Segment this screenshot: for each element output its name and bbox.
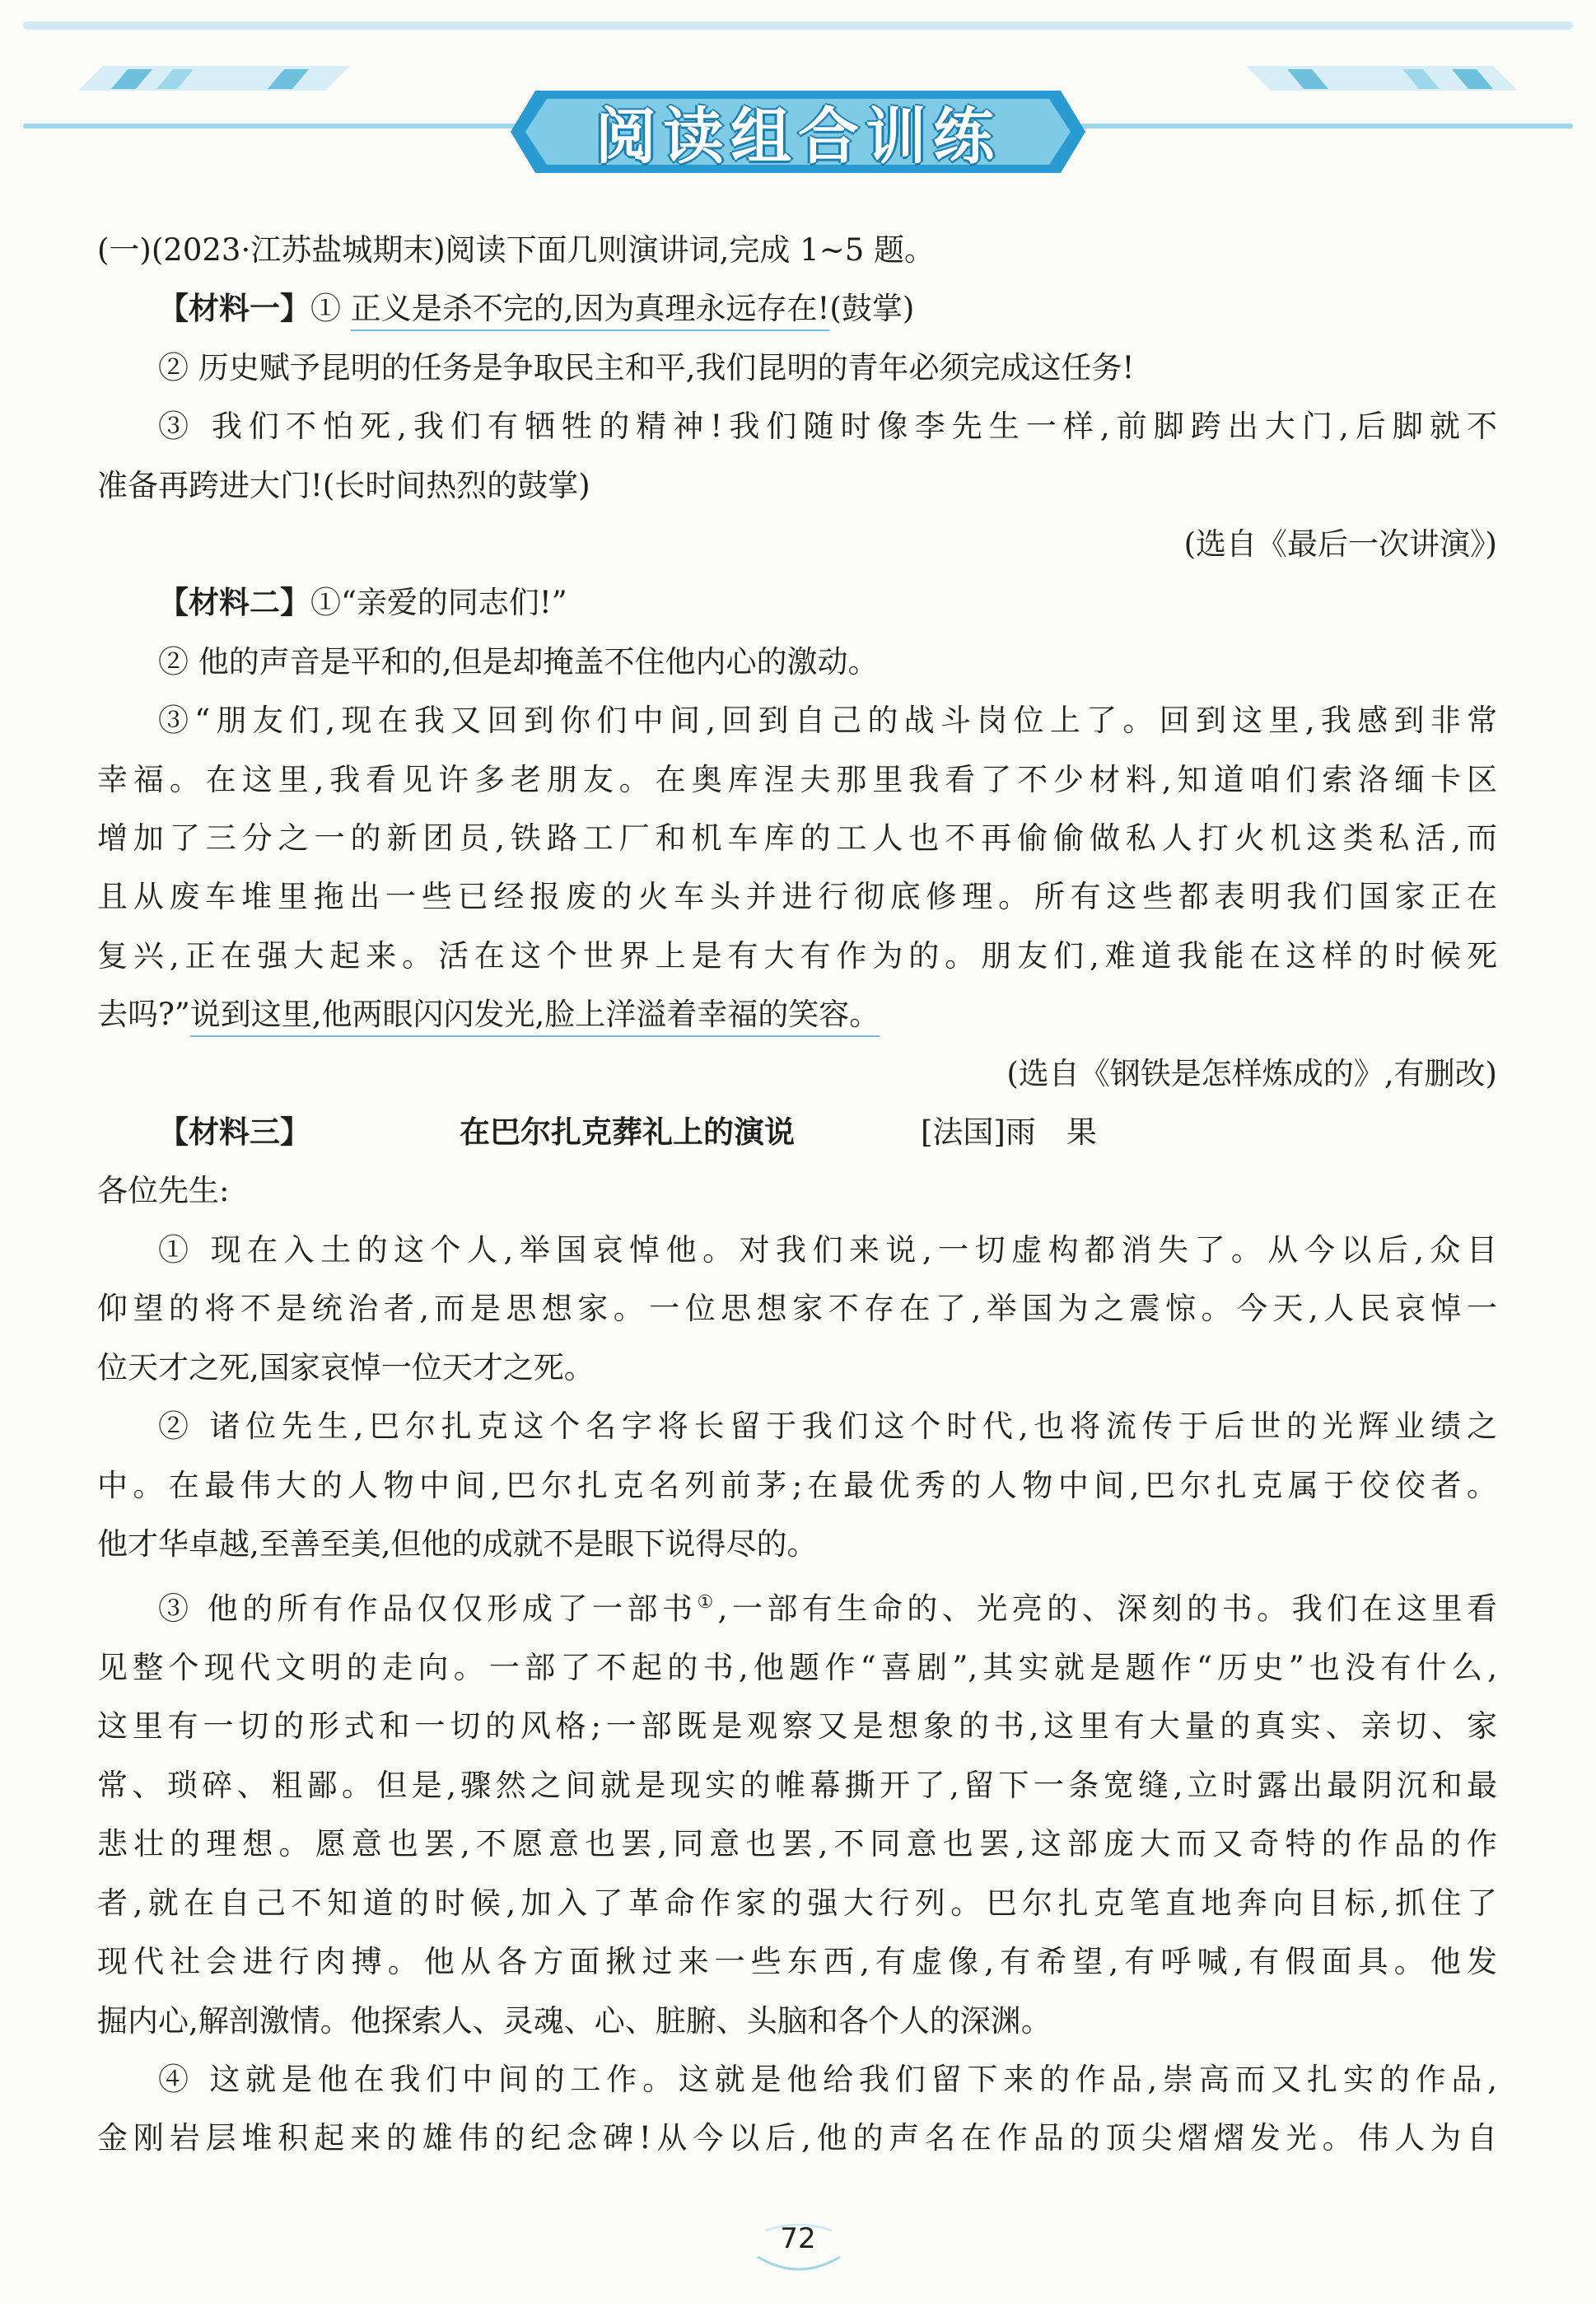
section-title: 阅读组合训练: [595, 101, 1001, 172]
material3-p3-line2: 见整个现代文明的走向。一部了不起的书,他题作“喜剧”,其实就是题作“历史”也没有什么,: [97, 1650, 1497, 1686]
reading-content: [97, 221, 1497, 2168]
material3-p4-line2: 金刚岩层堆积起来的雄伟的纪念碑!从今以后,他的声名在作品的顶尖熠熠发光。伟人为自: [97, 2120, 1497, 2156]
material1-line1: [97, 279, 1497, 338]
material3-p3-line1-a: ③ 他的所有作品仅仅形成了一部书: [158, 1591, 698, 1627]
material3-p1-line3: 位天才之死,国家哀悼一位天才之死。: [97, 1349, 595, 1385]
material3-p3-line5: 悲壮的理想。愿意也罢,不愿意也罢,同意也罢,不同意也罢,这部庞大而又奇特的作品的作: [97, 1826, 1497, 1862]
material2-s1: ①“亲爱的同志们!”: [310, 585, 567, 621]
material3-p2-line2: 中。在最伟大的人物中间,巴尔扎克名列前茅;在最优秀的人物中间,巴尔扎克属于佼佼者。: [97, 1467, 1497, 1503]
material2-s3-line6-underlined: 说到这里,他两眼闪闪发光,脸上洋溢着幸福的笑容。: [190, 997, 880, 1037]
material1-s3-line2: 准备再跨进大门!(长时间热烈的鼓掌): [97, 467, 590, 503]
material3-label: 【材料三】: [158, 1114, 310, 1151]
material3-p3-line6: 者,就在自己不知道的时候,加入了革命作家的强大行列。巴尔扎克笔直地奔向目标,抓住了: [97, 1885, 1498, 1921]
material3-p3-line4: 常、琐碎、粗鄙。但是,骤然之间就是现实的帷幕撕开了,留下一条宽缝,立时露出最阴沉和最: [97, 1767, 1497, 1803]
material3-greeting: 各位先生:: [97, 1173, 230, 1209]
material3-p3-line8: 掘内心,解剖激情。他探索人、灵魂、心、脏腑、头脑和各个人的深渊。: [97, 2002, 1052, 2039]
material3-p3-line3: 这里有一切的形式和一切的风格;一部既是观察又是想象的书,这里有大量的真实、亲切、家: [97, 1708, 1497, 1745]
material1-s1-tail: (鼓掌): [829, 291, 915, 327]
banner-left-decoration: [78, 58, 350, 94]
banner-right-decoration: [1246, 58, 1518, 94]
material1-s3-line1: ③ 我们不怕死,我们有牺牲的精神!我们随时像李先生一样,前脚跨出大门,后脚就不: [158, 409, 1497, 445]
material2-s3-line4: 且从废车堆里拖出一些已经报废的火车头并进行彻底修理。所有这些都表明我们国家正在: [97, 879, 1497, 915]
material3-p3-line1: [97, 1573, 1497, 1638]
section-intro: (一)(2023·江苏盐城期末)阅读下面几则演讲词,完成 1~5 题。: [97, 232, 936, 268]
material2-line1: [97, 573, 1497, 632]
section-title-banner: [511, 82, 1085, 181]
material3-p1-line1: ① 现在入土的这个人,举国哀悼他。对我们来说,一切虚构都消失了。从今以后,众目: [158, 1231, 1497, 1268]
material1-s1-number: ①: [310, 291, 341, 327]
material1-source: (选自《最后一次讲演》): [1183, 526, 1497, 563]
material2-s3-line5: 复兴,正在强大起来。活在这个世界上是有大有作为的。朋友们,难道我能在这样的时候死: [97, 937, 1497, 974]
material3-p3-line7: 现代社会进行肉搏。他从各方面揪过来一些东西,有虚像,有希望,有呼喊,有假面具。他发: [97, 1944, 1497, 1980]
material2-source: (选自《钢铁是怎样炼成的》,有删改): [1006, 1055, 1497, 1091]
material3-title: 在巴尔扎克葬礼上的演说: [460, 1114, 795, 1151]
material2-s3-line6: [97, 985, 1497, 1044]
material3-p1-line2: 仰望的将不是统治者,而是思想家。一位思想家不存在了,举国为之震惊。今天,人民哀悼一: [97, 1291, 1497, 1327]
material3-p2-line1: ② 诸位先生,巴尔扎克这个名字将长留于我们这个时代,也将流传于后世的光辉业绩之: [158, 1408, 1497, 1445]
footnote-marker: ①: [697, 1592, 718, 1614]
material2-label: 【材料二】: [158, 585, 310, 621]
material3-author: [法国]雨 果: [921, 1114, 1097, 1151]
material2-s2: ② 他的声音是平和的,但是却掩盖不住他内心的激动。: [158, 643, 879, 680]
material1-label: 【材料一】: [158, 291, 310, 327]
material1-s2: ② 历史赋予昆明的任务是争取民主和平,我们昆明的青年必须完成这任务!: [158, 349, 1135, 385]
material2-s3-line1: ③“朋友们,现在我又回到你们中间,回到自己的战斗岗位上了。回到这里,我感到非常: [158, 703, 1497, 739]
material3-p2-line3: 他才华卓越,至善至美,但他的成就不是眼下说得尽的。: [97, 1525, 818, 1562]
material3-heading: [97, 1103, 1497, 1161]
page-number: 72: [780, 2222, 816, 2255]
material2-s3-line2: 幸福。在这里,我看见许多老朋友。在奥库涅夫那里我看了不少材料,知道咱们索洛缅卡区: [97, 761, 1497, 797]
material2-s3-line6-a: 去吗?”: [97, 997, 190, 1033]
material2-s3-line3: 增加了三分之一的新团员,铁路工厂和机车库的工人也不再偷偷做私人打火机这类私活,而: [97, 820, 1497, 857]
material3-p4-line1: ④ 这就是他在我们中间的工作。这就是他给我们留下来的作品,崇高而又扎实的作品,: [158, 2061, 1497, 2097]
material1-s1-underlined: 正义是杀不完的,因为真理永远存在!: [351, 291, 830, 331]
material3-p3-line1-b: ,一部有生命的、光亮的、深刻的书。我们在这里看: [717, 1591, 1497, 1627]
banner-top-stripe: [23, 21, 1573, 30]
